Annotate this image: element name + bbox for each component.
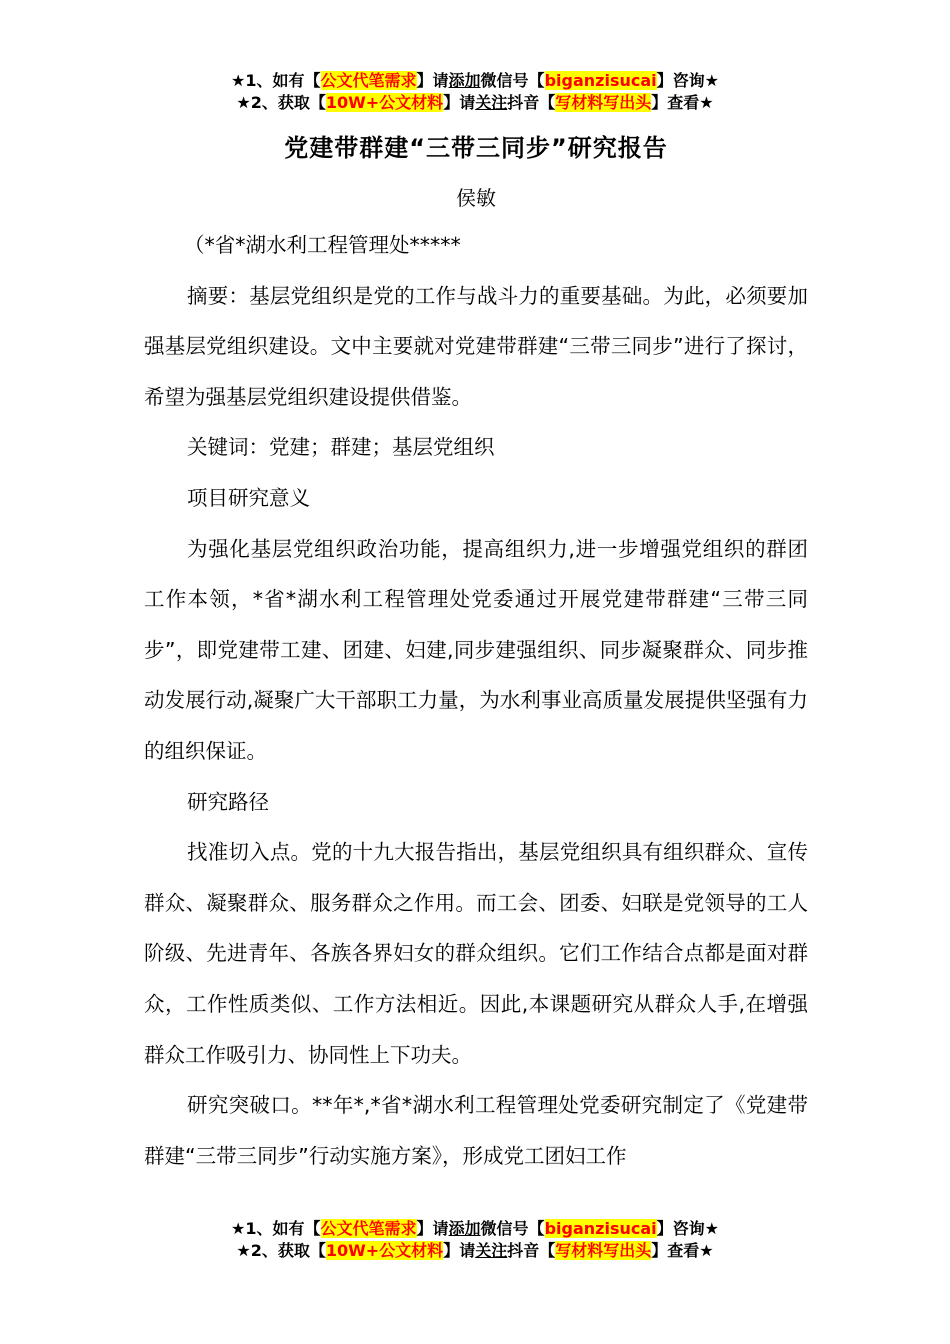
promo-wechat-id: biganzisucai — [544, 71, 657, 90]
breakthrough-paragraph: 研究突破口。**年*,*省*湖水利工程管理处党委研究制定了《党建带群建“三带三同步”行动实施方案》，形成党工团妇工作 — [144, 1093, 808, 1168]
section-heading-significance: 项目研究意义 — [187, 485, 310, 510]
promo-line-1 — [0, 1218, 950, 1240]
promo-text: 】请 — [443, 1241, 476, 1260]
promo-highlight: 10W+公文材料 — [325, 1241, 444, 1260]
promo-line-2 — [0, 92, 950, 114]
promo-text: 抖音【 — [507, 93, 556, 112]
promo-header — [0, 70, 950, 114]
promo-text: 】查看★ — [651, 1241, 714, 1260]
section-heading-path: 研究路径 — [187, 789, 269, 814]
promo-underline: 关注 — [475, 1241, 508, 1260]
author-name: 侯敏 — [456, 186, 496, 210]
promo-text: ★1、如有【 — [231, 71, 321, 90]
promo-text: 】咨询★ — [656, 71, 719, 90]
keywords-paragraph: 关键词：党建；群建；基层党组织 — [187, 435, 495, 460]
document-body — [144, 128, 808, 1181]
promo-highlight: 10W+公文材料 — [325, 93, 444, 112]
promo-wechat-id: biganzisucai — [544, 1219, 657, 1238]
promo-underline: 添加 — [448, 1219, 481, 1238]
promo-text: ★1、如有【 — [231, 1219, 321, 1238]
promo-text: 微信号【 — [480, 1219, 545, 1238]
affiliation: （*省*湖水利工程管理处***** — [184, 233, 461, 257]
promo-text: 】请 — [416, 71, 449, 90]
promo-text: 】查看★ — [651, 93, 714, 112]
promo-highlight: 公文代笔需求 — [320, 71, 417, 90]
promo-highlight: 公文代笔需求 — [320, 1219, 417, 1238]
abstract-paragraph: 摘要：基层党组织是党的工作与战斗力的重要基础。为此，必须要加强基层党组织建设。文中主要就对党建带群建“三带三同步”进行了探讨，希望为强基层党组织建设提供借鉴。 — [144, 283, 808, 409]
promo-text: 】请 — [443, 93, 476, 112]
promo-text: 】咨询★ — [656, 1219, 719, 1238]
promo-text: 】请 — [416, 1219, 449, 1238]
promo-footer — [0, 1218, 950, 1262]
promo-douyin-id: 写材料写出头 — [555, 93, 652, 112]
promo-underline: 添加 — [448, 71, 481, 90]
document-title: 党建带群建“三带三同步”研究报告 — [284, 134, 668, 162]
promo-underline: 关注 — [475, 93, 508, 112]
promo-text: 抖音【 — [507, 1241, 556, 1260]
entry-point-paragraph: 找准切入点。党的十九大报告指出，基层党组织具有组织群众、宣传群众、凝聚群众、服务群众之作用。而工会、团委、妇联是党领导的工人阶级、先进青年、各族各界妇女的群众组织。它们工作结合点都是面对群众，工作性质类似、工作方法相近。因此,本课题研究从群众人手,在增强群众工作吸引力、协同性上下功夫。 — [144, 840, 808, 1067]
promo-text: 微信号【 — [480, 71, 545, 90]
promo-douyin-id: 写材料写出头 — [555, 1241, 652, 1260]
promo-line-1 — [0, 70, 950, 92]
promo-text: ★2、获取【 — [236, 1241, 326, 1260]
promo-line-2 — [0, 1240, 950, 1262]
promo-text: ★2、获取【 — [236, 93, 326, 112]
significance-paragraph: 为强化基层党组织政治功能，提高组织力,进一步增强党组织的群团工作本领，*省*湖水利工程管理处党委通过开展党建带群建“三带三同步”，即党建带工建、团建、妇建,同步建强组织、同步凝聚群众、同步推动发展行动,凝聚广大干部职工力量，为水利事业高质量发展提供坚强有力的组织保证。 — [144, 536, 808, 763]
